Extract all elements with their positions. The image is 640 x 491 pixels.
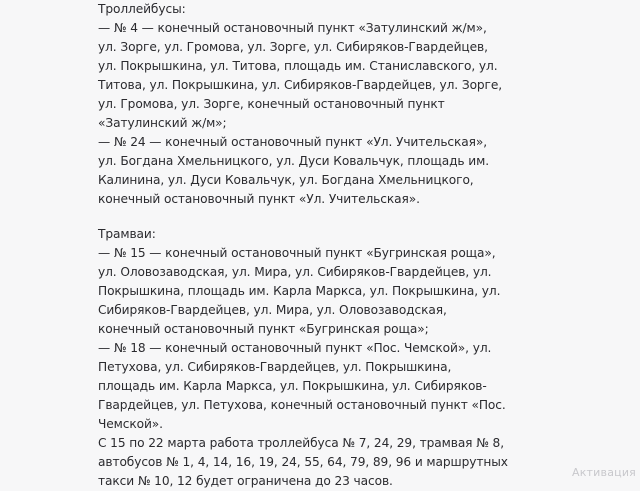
article-body [98, 0, 508, 491]
trolleybus-route-4: — № 4 — конечный остановочный пункт «Затулинский ж/м», ул. Зорге, ул. Громова, ул. Зорге, ул. Сибиряков-Гвардейцев, ул. Покрышкина, ул. Титова, площадь им. Станиславского, ул. Титова, ул. Покрышкина, ул. Сибиряков-Гвардейцев, ул. Зорге, ул. Громова, ул. Зорге, конечный остановочный пункт «Затулинский ж/м»; [98, 21, 503, 130]
trolleybus-route-24: — № 24 — конечный остановочный пункт «Ул. Учительская», ул. Богдана Хмельницкого, ул. Дуси Ковальчук, площадь им. Калинина, ул. Дуси Ковальчук, ул. Богдана Хмельницкого, конечный остановочный пункт «Ул. Учительская». [98, 135, 489, 206]
activation-watermark: Активация [571, 466, 636, 479]
tram-route-15: — № 15 — конечный остановочный пункт «Бугринская роща», ул. Оловозаводская, ул. Мира, ул. Сибиряков-Гвардейцев, ул. Покрышкина, площадь им. Карла Маркса, ул. Покрышкина, ул. Сибиряков-Гвардейцев, ул. Мира, ул. Оловозаводская, конечный остановочный пункт «Бугринская роща»; [98, 246, 501, 336]
trolleybus-heading: Троллейбусы: [98, 2, 186, 16]
schedule-notice: С 15 по 22 марта работа троллейбуса № 7, 24, 29, трамвая № 8, автобусов № 1, 4, 14, 16, 19, 24, 55, 64, 79, 89, 96 и маршрутных такси № 10, 12 будет ограничена до 23 часов. [98, 436, 508, 488]
tram-heading: Трамваи: [98, 227, 156, 241]
tram-route-18: — № 18 — конечный остановочный пункт «Пос. Чемской», ул. Петухова, ул. Сибиряков-Гвардейцев, ул. Покрышкина, площадь им. Карла Маркса, ул. Покрышкина, ул. Сибиряков-Гвардейцев, ул. Петухова, конечный остановочный пункт «Пос. Чемской». [98, 341, 506, 431]
